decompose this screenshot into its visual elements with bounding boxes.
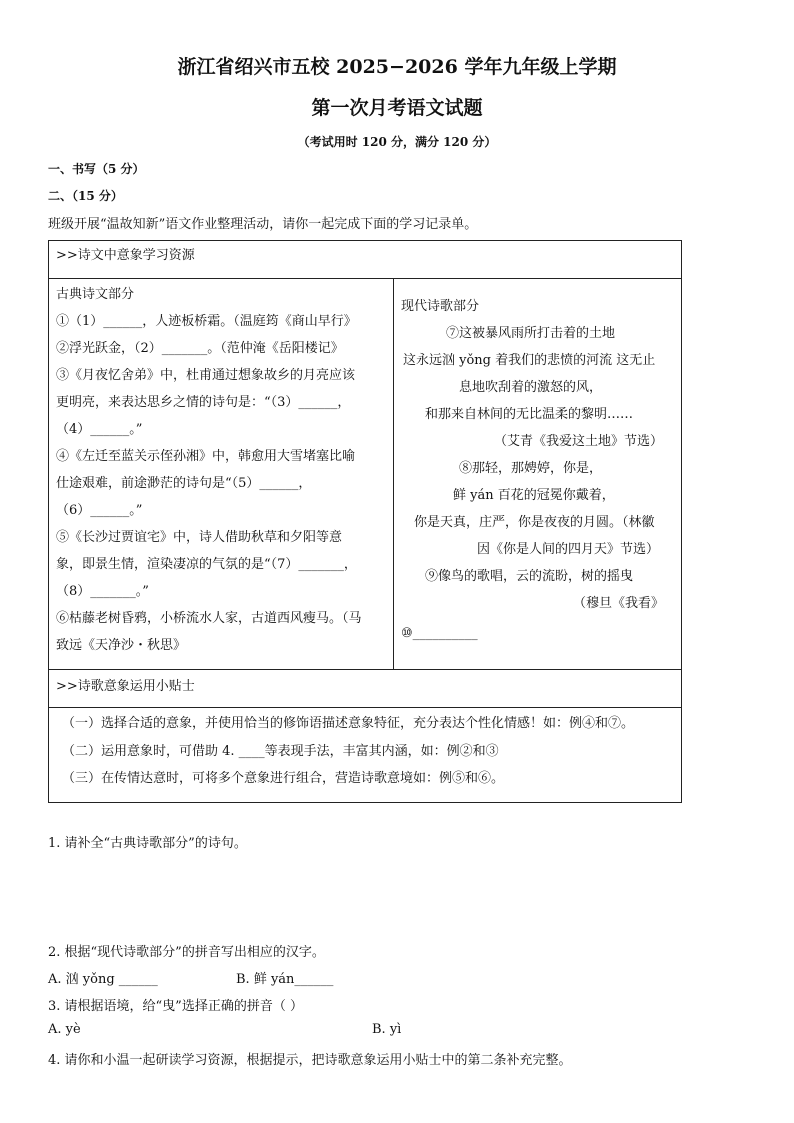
exam-subtitle: （考试用时 120 分，满分 120 分） <box>297 135 497 149</box>
table-divider <box>393 278 394 669</box>
classical-line: 致远《天净沙・秋思》 <box>56 638 187 653</box>
modern-line: 鲜 yán 百花的冠冕你戴着， <box>453 488 615 503</box>
table-divider <box>48 278 681 279</box>
modern-line: （艾青《我爱这土地》节选） <box>494 434 664 449</box>
modern-line: 你是天真，庄严，你是夜夜的月圆。（林徽 <box>414 515 655 530</box>
classical-line: ⑥枯藤老树昏鸦，小桥流水人家，古道西风瘦马。（马 <box>56 611 362 626</box>
question-3: 3. 请根据语境，给“曳”选择正确的拼音（ ） <box>48 999 303 1014</box>
classical-line: （6）______。” <box>56 503 143 518</box>
question-2: 2. 根据“现代诗歌部分”的拼音写出相应的汉字。 <box>48 945 325 960</box>
classical-line: ④《左迁至蓝关示侄孙湘》中，韩愈用大雪堵塞比喻 <box>56 449 356 464</box>
question-2-option-b: B. 鲜 yán______ <box>236 972 334 987</box>
exam-title-line2: 第一次月考语文试题 <box>311 97 483 119</box>
section-1-heading: 一、书写（5 分） <box>48 162 145 176</box>
table-header-resources: >>诗文中意象学习资源 <box>56 248 195 263</box>
modern-line: ⑨像鸟的歌唱，云的流盼，树的摇曳 <box>425 569 634 584</box>
table-divider <box>48 707 681 708</box>
modern-line: ⑧那轻，那娉婷，你是， <box>459 461 603 476</box>
modern-line: 息地吹刮着的激怒的风， <box>459 380 603 395</box>
classical-line: 仕途艰难，前途渺茫的诗句是“（5）______， <box>56 476 312 491</box>
table-divider <box>48 669 681 670</box>
modern-line: ⑩__________ <box>401 626 478 641</box>
classical-line: ③《月夜忆舍弟》中，杜甫通过想象故乡的月亮应该 <box>56 368 356 383</box>
classical-line: ②浮光跃金，（2）_______。（范仲淹《岳阳楼记》 <box>56 341 344 356</box>
classical-line: 更明亮，来表达思乡之情的诗句是：“（3）______， <box>56 395 351 410</box>
modern-line: 这永远汹 yǒng 着我们的悲愤的河流 这无止 <box>403 353 656 368</box>
tip-item: （一）选择合适的意象，并使用恰当的修饰语描述意象特征，充分表达个性化情感！如：例④和⑦。 <box>62 716 635 731</box>
section-intro: 班级开展“温故知新”语文作业整理活动，请你一起完成下面的学习记录单。 <box>48 217 478 232</box>
section-2-heading: 二、（15 分） <box>48 189 123 203</box>
question-3-option-a: A. yè <box>48 1022 81 1037</box>
classical-line: （8）_______。” <box>56 584 149 599</box>
classical-line: 象，即景生情，渲染凄凉的气氛的是“（7）_______， <box>56 557 357 572</box>
modern-line: （穆旦《我看》 <box>573 596 665 611</box>
modern-line: ⑦这被暴风雨所打击着的土地 <box>446 326 616 341</box>
classical-line: ⑤《长沙过贾谊宅》中，诗人借助秋草和夕阳等意 <box>56 530 343 545</box>
question-2-option-a: A. 汹 yǒng ______ <box>48 972 158 987</box>
tip-item: （二）运用意象时，可借助 4. ____等表现手法，丰富其内涵，如：例②和③ <box>62 744 499 759</box>
modern-line: 因《你是人间的四月天》节选） <box>477 542 660 557</box>
classical-poetry-title: 古典诗文部分 <box>56 287 135 302</box>
question-3-option-b: B. yì <box>372 1022 402 1037</box>
exam-title-line1: 浙江省绍兴市五校 2025−2026 学年九年级上学期 <box>177 56 617 78</box>
question-4: 4. 请你和小温一起研读学习资源，根据提示，把诗歌意象运用小贴士中的第二条补充完整。 <box>48 1053 572 1068</box>
table-header-tips: >>诗歌意象运用小贴士 <box>56 679 195 694</box>
modern-line: 和那来自林间的无比温柔的黎明…… <box>425 407 634 422</box>
modern-poetry-title: 现代诗歌部分 <box>401 299 480 314</box>
question-1: 1. 请补全“古典诗歌部分”的诗句。 <box>48 836 247 851</box>
tip-item: （三）在传情达意时，可将多个意象进行组合，营造诗歌意境如：例⑤和⑥。 <box>62 771 505 786</box>
classical-line: （4）______。” <box>56 422 143 437</box>
classical-line: ①（1）______，人迹板桥霜。（温庭筠《商山早行》 <box>56 314 357 329</box>
